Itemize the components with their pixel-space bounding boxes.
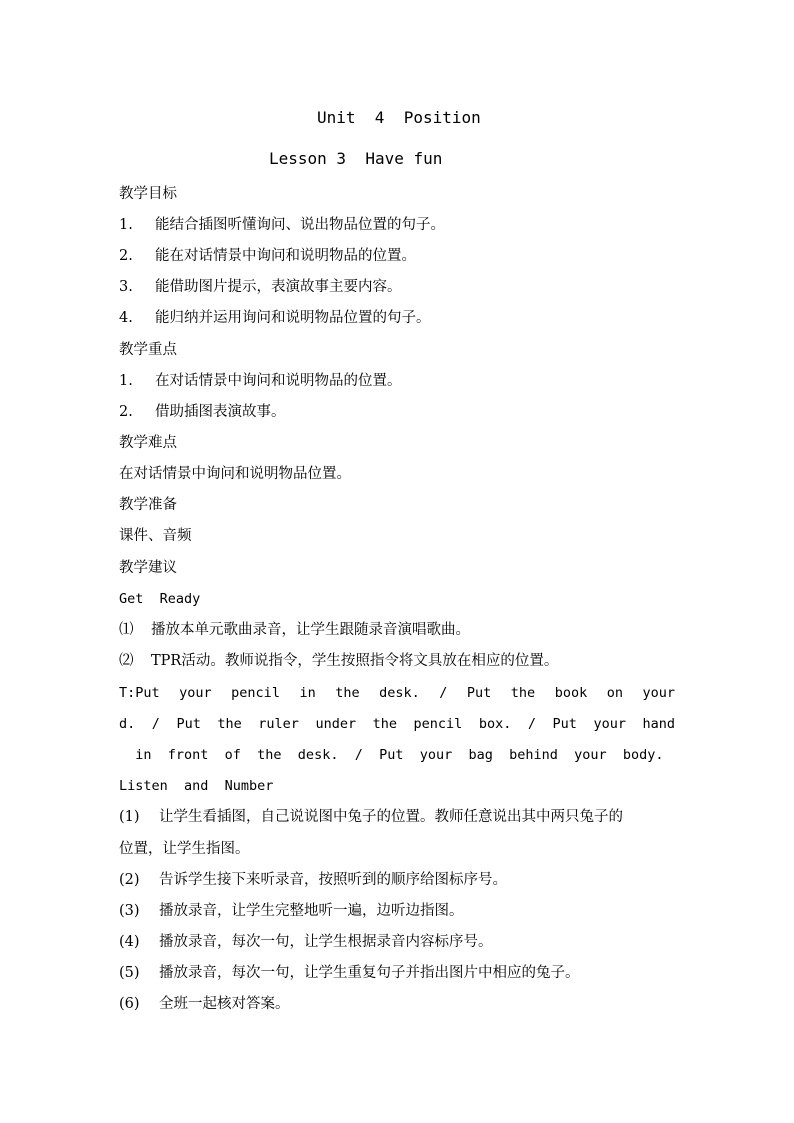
item-text: 播放录音，让学生完整地听一遍，边听边指图。 [159, 903, 464, 919]
item-text: 借助插图表演故事。 [155, 404, 286, 420]
item-number: (2) [119, 872, 140, 888]
item-number: 1. [119, 217, 133, 233]
objective-item [119, 210, 675, 241]
item-number: ⑴ [119, 622, 134, 638]
listen-step [119, 896, 675, 927]
item-text: 播放录音，每次一句，让学生根据录音内容标序号。 [159, 934, 493, 950]
item-number: 4. [119, 310, 133, 326]
item-number: 2. [119, 404, 133, 420]
get-ready-step [119, 646, 675, 677]
item-text: 能归纳并运用询问和说明物品位置的句子。 [155, 310, 431, 326]
item-text: 告诉学生接下来听录音，按照听到的顺序给图标序号。 [159, 872, 507, 888]
objective-item [119, 272, 675, 303]
listen-step [119, 802, 675, 833]
item-text: 播放本单元歌曲录音，让学生跟随录音演唱歌曲。 [151, 622, 470, 638]
objectives-heading: 教学目标 [119, 186, 177, 202]
preparation-heading: 教学准备 [119, 497, 177, 513]
item-text: 在对话情景中询问和说明物品的位置。 [155, 373, 402, 389]
objective-item [119, 303, 675, 334]
unit-title: Unit 4 Position [317, 108, 481, 127]
item-number: (5) [119, 965, 140, 981]
listen-step [119, 865, 675, 896]
difficulty-text: 在对话情景中询问和说明物品位置。 [119, 466, 351, 482]
objective-item [119, 241, 675, 272]
item-text: 能在对话情景中询问和说明物品的位置。 [155, 248, 416, 264]
item-number: (3) [119, 903, 140, 919]
item-text: 让学生看插图，自己说说图中兔子的位置。教师任意说出其中两只兔子的 [159, 809, 623, 825]
listen-step [119, 927, 675, 958]
get-ready-step [119, 615, 675, 646]
lesson-title: Lesson 3 Have fun [269, 149, 443, 168]
item-text: 能结合插图听懂询问、说出物品位置的句子。 [155, 217, 445, 233]
item-number: ⑵ [119, 653, 134, 669]
tpr-command-line: T:Put your pencil in the desk. / Put the book on your [119, 685, 675, 701]
listen-step [119, 989, 675, 1020]
key-point-item [119, 366, 675, 397]
item-text: 全班一起核对答案。 [159, 996, 290, 1012]
item-number: 2. [119, 248, 133, 264]
tpr-command-line: d. / Put the ruler under the pencil box. / Put your hand [119, 716, 675, 732]
item-text: 能借助图片提示，表演故事主要内容。 [155, 279, 402, 295]
item-number: (6) [119, 996, 140, 1012]
suggestions-heading: 教学建议 [119, 560, 177, 576]
item-number: 1. [119, 373, 133, 389]
item-text: 播放录音，每次一句，让学生重复句子并指出图片中相应的兔子。 [159, 965, 580, 981]
item-number: 3. [119, 279, 133, 295]
key-points-heading: 教学重点 [119, 342, 177, 358]
item-text: TPR活动。教师说指令，学生按照指令将文具放在相应的位置。 [151, 653, 559, 669]
listen-step-continuation [119, 834, 675, 865]
preparation-text: 课件、音频 [119, 528, 192, 544]
item-number: (1) [119, 809, 140, 825]
difficulty-heading: 教学难点 [119, 435, 177, 451]
key-point-item [119, 397, 675, 428]
listen-step [119, 958, 675, 989]
listen-number-heading: Listen and Number [119, 778, 274, 794]
item-number: (4) [119, 934, 140, 950]
get-ready-heading: Get Ready [119, 591, 201, 607]
item-text: 位置，让学生指图。 [119, 841, 250, 857]
tpr-command-line: in front of the desk. / Put your bag behind your body. [119, 747, 664, 763]
